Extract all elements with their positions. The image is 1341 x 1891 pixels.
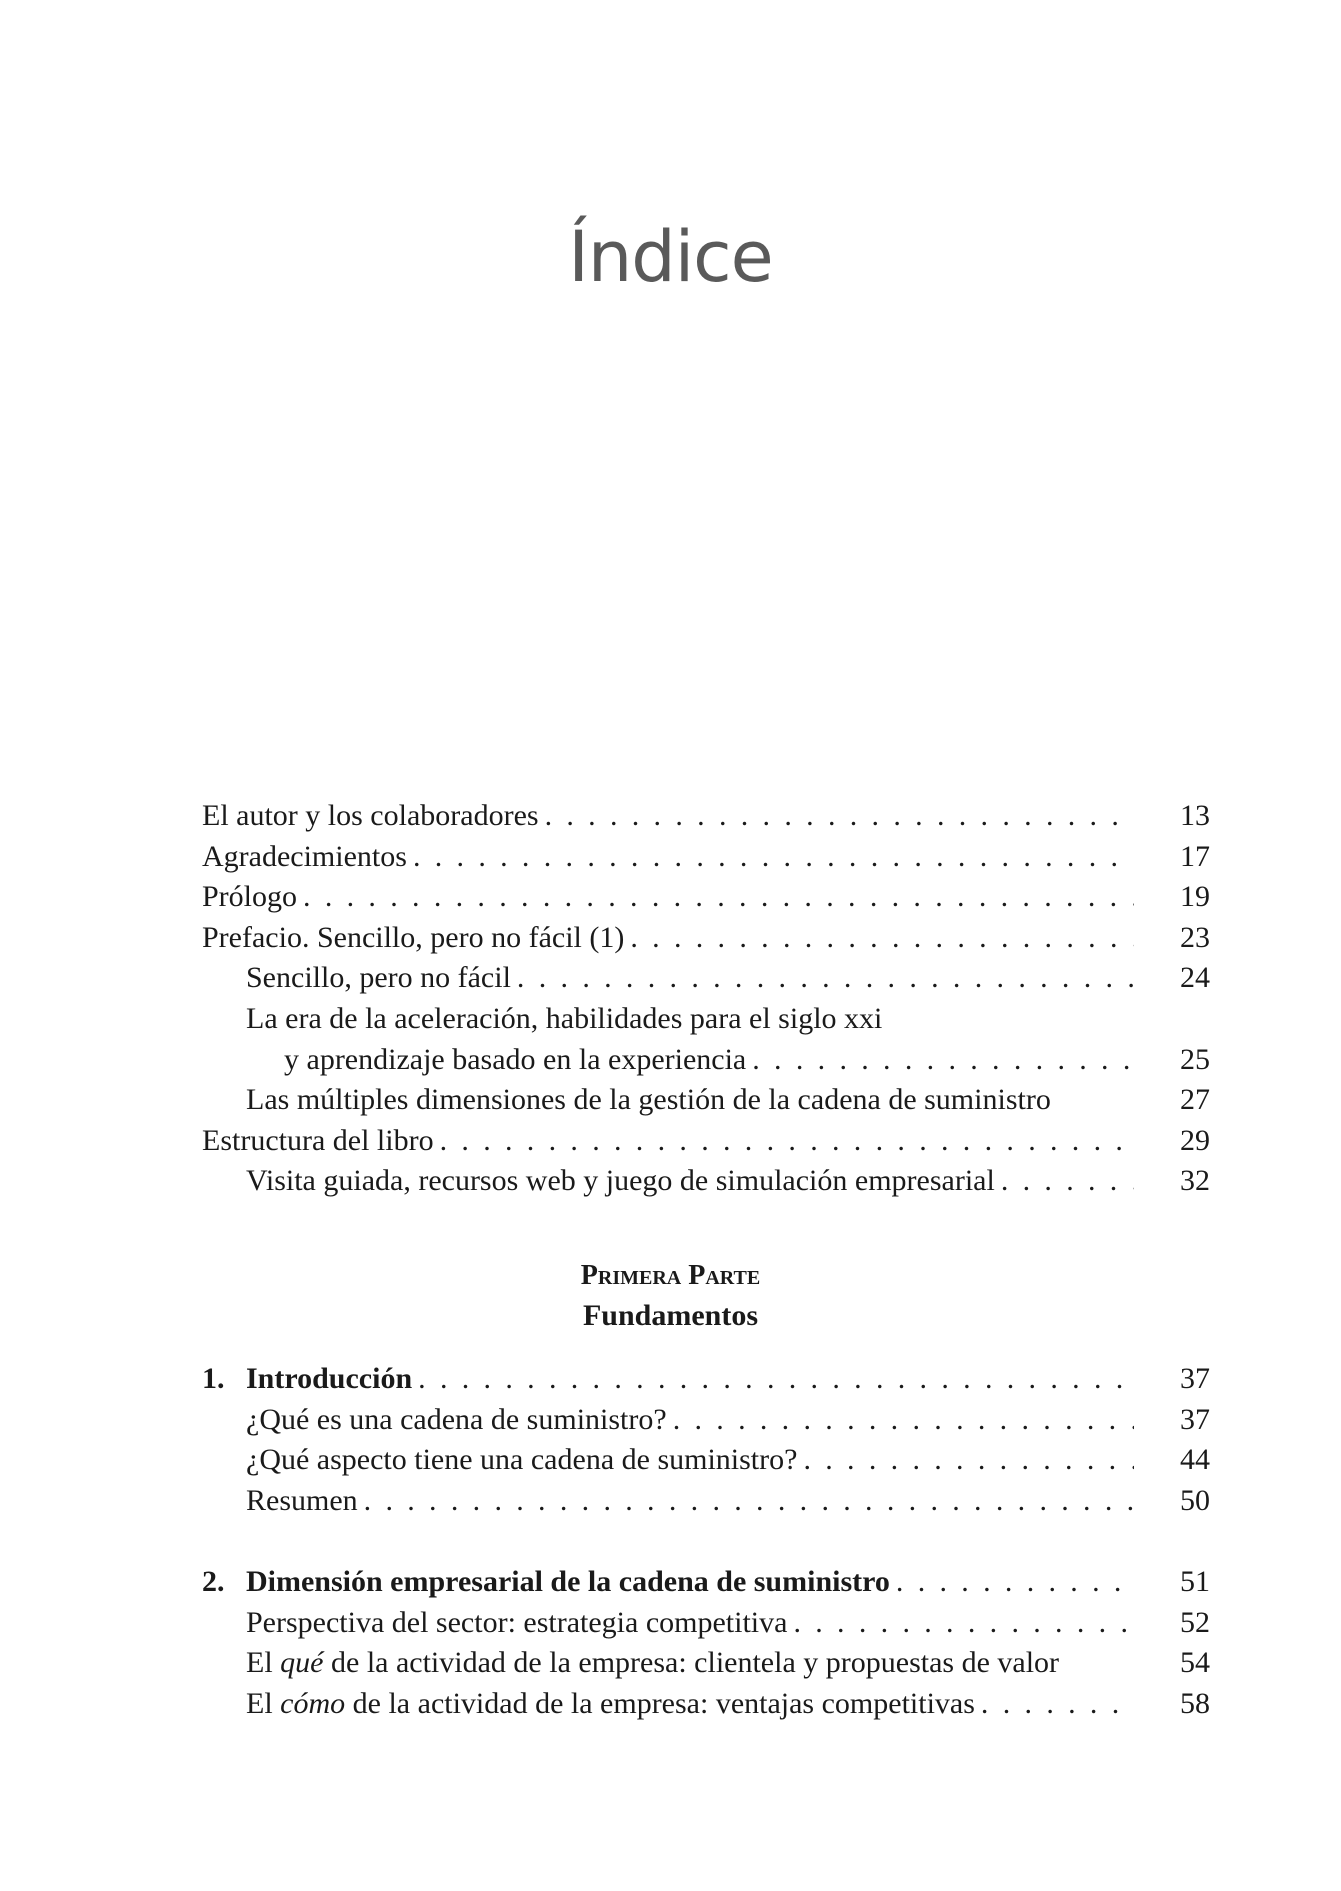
toc-entry-label: Estructura del libro — [202, 1123, 434, 1157]
toc-entry-page: 58 — [1180, 1686, 1210, 1720]
toc-entry-page: 13 — [1180, 799, 1210, 832]
dot-leader — [364, 1481, 1134, 1522]
toc-chapter-heading[interactable] — [202, 1359, 1210, 1400]
chapter-number: 1. — [202, 1362, 225, 1395]
toc-entry-page: 37 — [1180, 1402, 1210, 1436]
toc-entry-page: 37 — [1180, 1362, 1210, 1395]
toc-entry-page: 50 — [1180, 1483, 1210, 1517]
toc-entry-page: 32 — [1180, 1164, 1210, 1198]
dot-leader — [896, 1562, 1134, 1603]
dot-leader — [981, 1684, 1134, 1725]
dot-leader — [440, 1121, 1134, 1162]
toc-entry[interactable] — [202, 1121, 1210, 1162]
dot-leader — [752, 1040, 1134, 1081]
toc-entry-label: Agradecimientos — [202, 839, 407, 873]
toc-chapter — [202, 1359, 1210, 1521]
chapter-title-wrap — [202, 1359, 418, 1400]
toc-entry[interactable] — [202, 877, 1210, 918]
dot-leader — [630, 918, 1134, 959]
toc-entry-label-post: de la actividad de la empresa: clientela y propuestas de valor — [323, 1646, 1060, 1680]
dot-leader — [673, 1400, 1134, 1441]
part-heading — [0, 1256, 1341, 1336]
chapter-title: Dimensión empresarial de la cadena de suministro — [246, 1565, 890, 1598]
toc-entry-page: 54 — [1180, 1646, 1210, 1680]
toc-entry[interactable] — [202, 1603, 1210, 1644]
toc-entry[interactable] — [202, 837, 1210, 878]
dot-leader — [517, 958, 1134, 999]
toc-entry-page: 24 — [1180, 961, 1210, 995]
toc-entry-label: La era de la aceleración, habilidades para el siglo xxi — [246, 1001, 883, 1035]
toc-entry-label: El autor y los colaboradores — [202, 799, 539, 832]
toc-entry-label-pre: El — [246, 1686, 281, 1720]
toc-entry-label: Prefacio. Sencillo, pero no fácil (1) — [202, 920, 625, 954]
toc-entry-label-em: qué — [280, 1646, 324, 1680]
dot-leader — [793, 1603, 1134, 1644]
toc-chapter — [202, 1562, 1210, 1724]
toc-entry[interactable] — [202, 999, 1210, 1040]
toc-entry[interactable] — [202, 1040, 1210, 1081]
toc-entry-label — [246, 1684, 981, 1725]
toc-entry[interactable] — [202, 1481, 1210, 1522]
toc-entry-label: Perspectiva del sector: estrategia competitiva — [246, 1605, 788, 1639]
toc-entry-page: 17 — [1180, 839, 1210, 873]
dot-leader — [418, 1359, 1134, 1400]
toc-entry-label: Sencillo, pero no fácil — [246, 961, 511, 995]
chapter-title: Introducción — [246, 1362, 413, 1395]
toc-entry-label — [246, 1643, 1065, 1684]
toc-entry[interactable] — [202, 796, 1210, 837]
part-label: Primera Parte — [580, 1260, 761, 1291]
part-subtitle: Fundamentos — [582, 1299, 759, 1332]
toc-entry-page: 52 — [1180, 1605, 1210, 1639]
toc-entry[interactable] — [202, 1643, 1210, 1684]
toc-entry-page: 29 — [1180, 1123, 1210, 1157]
toc-entry-label: ¿Qué es una cadena de suministro? — [246, 1402, 667, 1436]
toc-entry-page: 19 — [1180, 880, 1210, 914]
dot-leader — [413, 837, 1134, 878]
toc-entry-label: Prólogo — [202, 880, 298, 914]
toc-entry-label: y aprendizaje basado en la experiencia — [284, 1042, 747, 1076]
page-title: Índice — [568, 216, 773, 298]
toc-entry-label-post: de la actividad de la empresa: ventajas competitivas — [345, 1686, 975, 1720]
toc-entry-page: 27 — [1180, 1083, 1210, 1117]
dot-leader — [803, 1440, 1134, 1481]
toc-chapter-heading[interactable] — [202, 1562, 1210, 1603]
toc-entry-page: 44 — [1180, 1443, 1210, 1477]
toc-entry-label-em: cómo — [280, 1686, 346, 1720]
toc-entry[interactable] — [202, 1400, 1210, 1441]
chapter-number: 2. — [202, 1565, 225, 1598]
toc-front-matter — [202, 796, 1210, 1202]
toc-entry-label: Resumen — [246, 1483, 358, 1517]
dot-leader — [545, 796, 1134, 837]
toc-entry[interactable] — [202, 958, 1210, 999]
dot-leader — [303, 877, 1134, 918]
toc-entry-label: Visita guiada, recursos web y juego de simulación empresarial — [246, 1164, 995, 1198]
toc-entry[interactable] — [202, 1161, 1210, 1202]
toc-entry[interactable] — [202, 918, 1210, 959]
dot-leader — [1001, 1161, 1134, 1202]
toc-entry[interactable] — [202, 1080, 1210, 1121]
toc-entry[interactable] — [202, 1440, 1210, 1481]
toc-entry-label: ¿Qué aspecto tiene una cadena de suministro? — [246, 1443, 798, 1477]
toc-entry-page: 51 — [1180, 1565, 1210, 1598]
toc-entry-label-pre: El — [246, 1646, 281, 1680]
chapter-title-wrap — [202, 1562, 896, 1603]
toc-entry[interactable] — [202, 1684, 1210, 1725]
toc-entry-page: 25 — [1180, 1042, 1210, 1076]
toc-entry-label: Las múltiples dimensiones de la gestión de la cadena de suministro — [246, 1083, 1051, 1117]
toc-entry-page: 23 — [1180, 920, 1210, 954]
